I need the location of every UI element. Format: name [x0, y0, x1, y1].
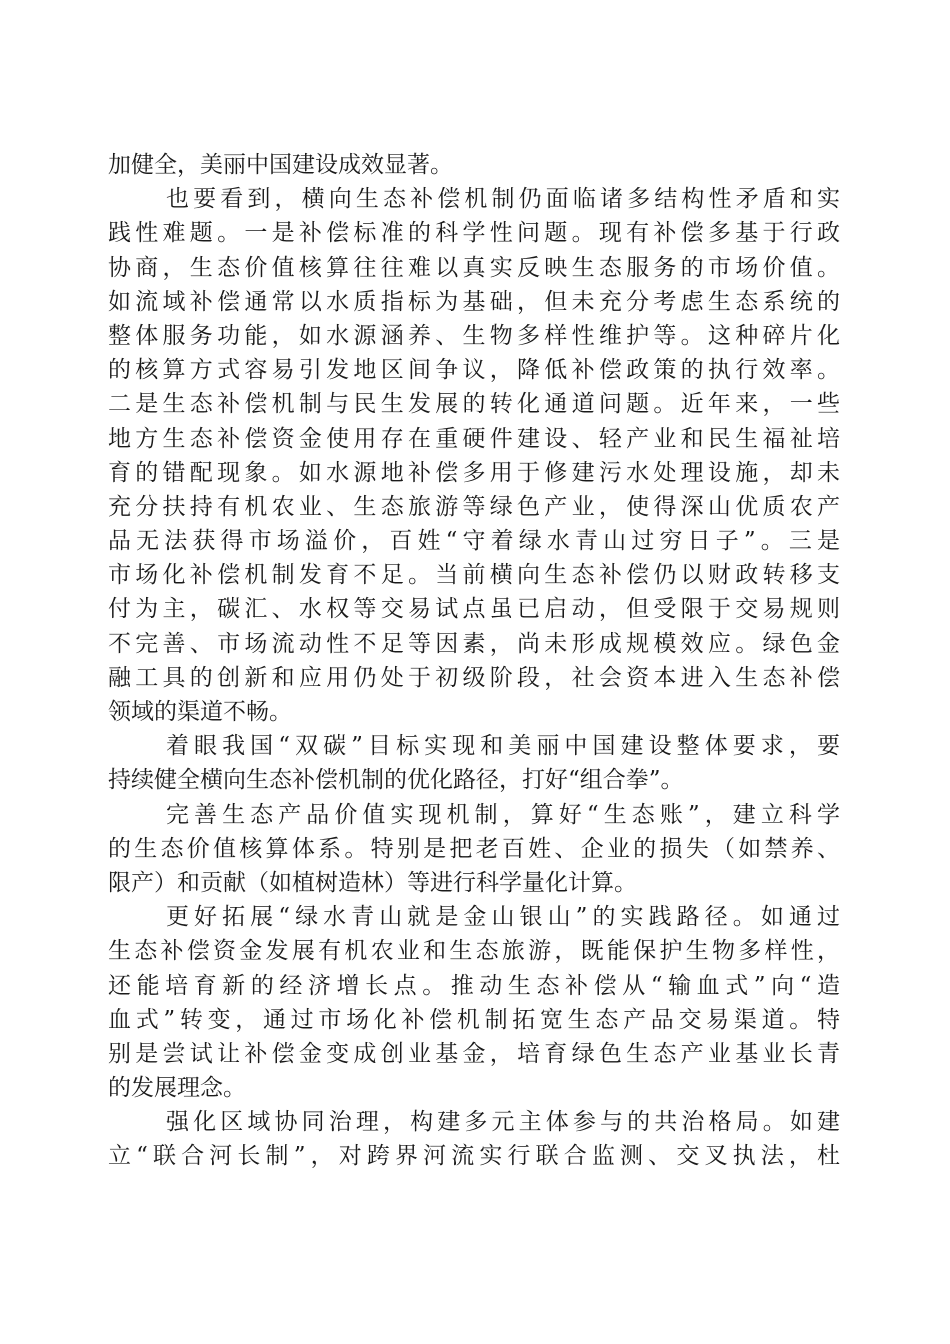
text-line: 践性难题。一是补偿标准的科学性问题。现有补偿多基于行政: [108, 220, 840, 247]
text-line: 也要看到，横向生态补偿机制仍面临诸多结构性矛盾和实: [166, 186, 840, 213]
text-line: 的发展理念。: [108, 1075, 246, 1102]
text-line: 育的错配现象。如水源地补偿多用于修建污水处理设施，却未: [108, 459, 840, 486]
text-line: 立“联合河长制”，对跨界河流实行联合监测、交叉执法，杜: [108, 1143, 840, 1170]
body-text: [108, 148, 840, 1174]
text-line: 加健全，美丽中国建设成效显著。: [108, 152, 453, 178]
text-line: 持续健全横向生态补偿机制的优化路径，打好“组合拳”。: [108, 767, 684, 794]
text-line: 不完善、市场流动性不足等因素，尚未形成规模效应。绿色金: [108, 630, 840, 657]
text-line: 生态补偿资金发展有机农业和生态旅游，既能保护生物多样性，: [108, 938, 840, 965]
text-line: 市场化补偿机制发育不足。当前横向生态补偿仍以财政转移支: [108, 562, 840, 589]
text-line: 别是尝试让补偿金变成创业基金，培育绿色生态产业基业长青: [108, 1040, 840, 1067]
text-line: 还能培育新的经济增长点。推动生态补偿从“输血式”向“造: [108, 972, 840, 999]
text-line: 完善生态产品价值实现机制，算好“生态账”，建立科学: [166, 801, 840, 828]
text-line: 二是生态补偿机制与民生发展的转化通道问题。近年来，一些: [108, 391, 840, 418]
text-line: 品无法获得市场溢价，百姓“守着绿水青山过穷日子”。三是: [108, 528, 840, 555]
text-line: 领域的渠道不畅。: [108, 699, 292, 725]
text-line: 的生态价值核算体系。特别是把老百姓、企业的损失（如禁养、: [108, 835, 840, 862]
text-line: 地方生态补偿资金使用存在重硬件建设、轻产业和民生福祉培: [108, 425, 840, 452]
text-line: 着眼我国“双碳”目标实现和美丽中国建设整体要求，要: [166, 733, 840, 760]
text-line: 付为主，碳汇、水权等交易试点虽已启动，但受限于交易规则: [108, 596, 840, 623]
text-line: 更好拓展“绿水青山就是金山银山”的实践路径。如通过: [166, 904, 840, 931]
text-line: 协商，生态价值核算往往难以真实反映生态服务的市场价值。: [108, 254, 840, 281]
text-line: 血式”转变，通过市场化补偿机制拓宽生态产品交易渠道。特: [108, 1006, 840, 1033]
text-line: 强化区域协同治理，构建多元主体参与的共治格局。如建: [166, 1109, 840, 1136]
text-line: 如流域补偿通常以水质指标为基础，但未充分考虑生态系统的: [108, 288, 840, 315]
text-line: 充分扶持有机农业、生态旅游等绿色产业，使得深山优质农产: [108, 493, 840, 520]
text-line: 融工具的创新和应用仍处于初级阶段，社会资本进入生态补偿: [108, 664, 840, 691]
text-line: 限产）和贡献（如植树造林）等进行科学量化计算。: [108, 869, 637, 896]
text-line: 的核算方式容易引发地区间争议，降低补偿政策的执行效率。: [108, 357, 840, 384]
text-line: 整体服务功能，如水源涵养、生物多样性维护等。这种碎片化: [108, 322, 840, 349]
